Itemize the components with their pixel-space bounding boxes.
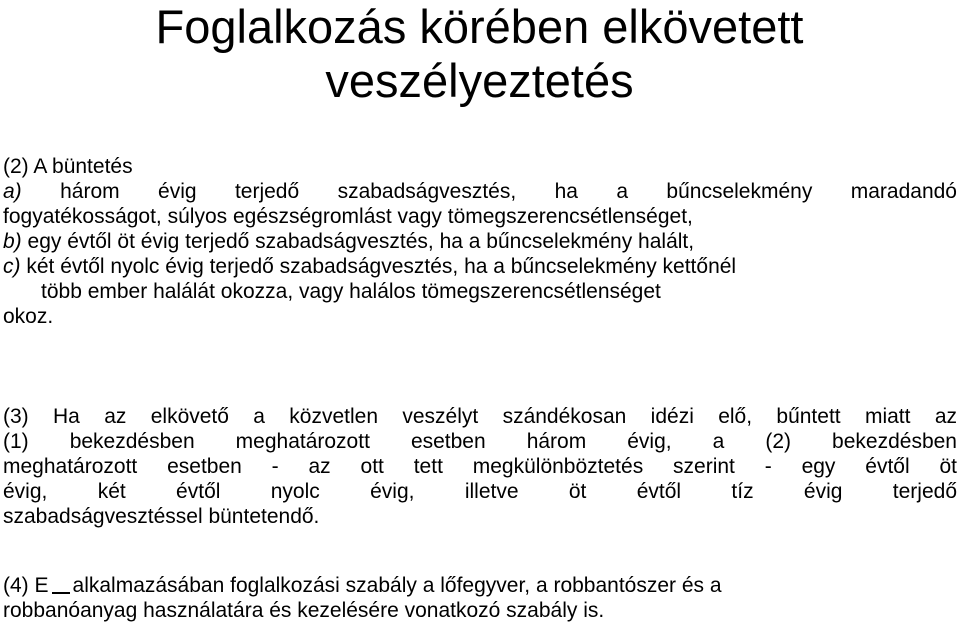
section-2-b-line [3,229,957,254]
section-2-heading: (2) A büntetés [3,155,133,178]
section-2-a-line-2: fogyatékosságot, súlyos egészségromlást vagy tömegszerencsétlenséget, [3,205,693,228]
section-2-c-line-1 [3,254,957,279]
section-2-a-label: a) [3,180,22,203]
section-4-line-2: robbanóanyag használatára és kezelésére vonatkozó szabály is. [3,599,605,622]
section-3-line-2: (1) bekezdésben meghatározott esetben három évig, a (2) bekezdésben [3,430,957,453]
section-2-a-line-1 [3,179,957,204]
section-2-c-text-1: két évtől nyolc évig terjedő szabadságvesztés, ha a bűncselekmény kettőnél [26,255,737,278]
section-2-a-text-1: három évig terjedő szabadságvesztés, ha a bűncselekmény maradandó [60,180,957,203]
section-3 [3,404,957,529]
section-2-c-line-2: több ember halálát okozza, vagy halálos tömegszerencsétlenséget [41,280,661,303]
section-3-line-3: meghatározott esetben - az ott tett megkülönböztetés szerint - egy évtől öt [3,455,957,478]
section-4-prefix: (4) E [3,574,49,597]
section-4-blank [52,592,70,594]
section-2-c-label: c) [3,255,21,278]
section-2-ending: okoz. [3,305,54,328]
section-3-line-1: (3) Ha az elkövető a közvetlen veszélyt szándékosan idézi elő, bűntett miatt az [3,405,957,428]
page-title [0,0,959,108]
section-3-line-4: évig, két évtől nyolc évig, illetve öt évtől tíz évig terjedő [3,480,957,503]
section-2-b-text: egy évtől öt évig terjedő szabadságvesztés, ha a bűncselekmény halált, [27,230,695,253]
section-3-line-5: szabadságvesztéssel büntetendő. [3,505,320,528]
section-4 [3,573,957,623]
section-4-line-1 [3,573,957,598]
section-2-b-label: b) [3,230,22,253]
section-2 [3,154,957,329]
section-4-text-1: alkalmazásában foglalkozási szabály a lőfegyver, a robbantószer és a [72,574,722,597]
title-line-1: Foglalkozás körében elkövetett [155,0,804,53]
title-line-2: veszélyeztetés [325,54,634,107]
